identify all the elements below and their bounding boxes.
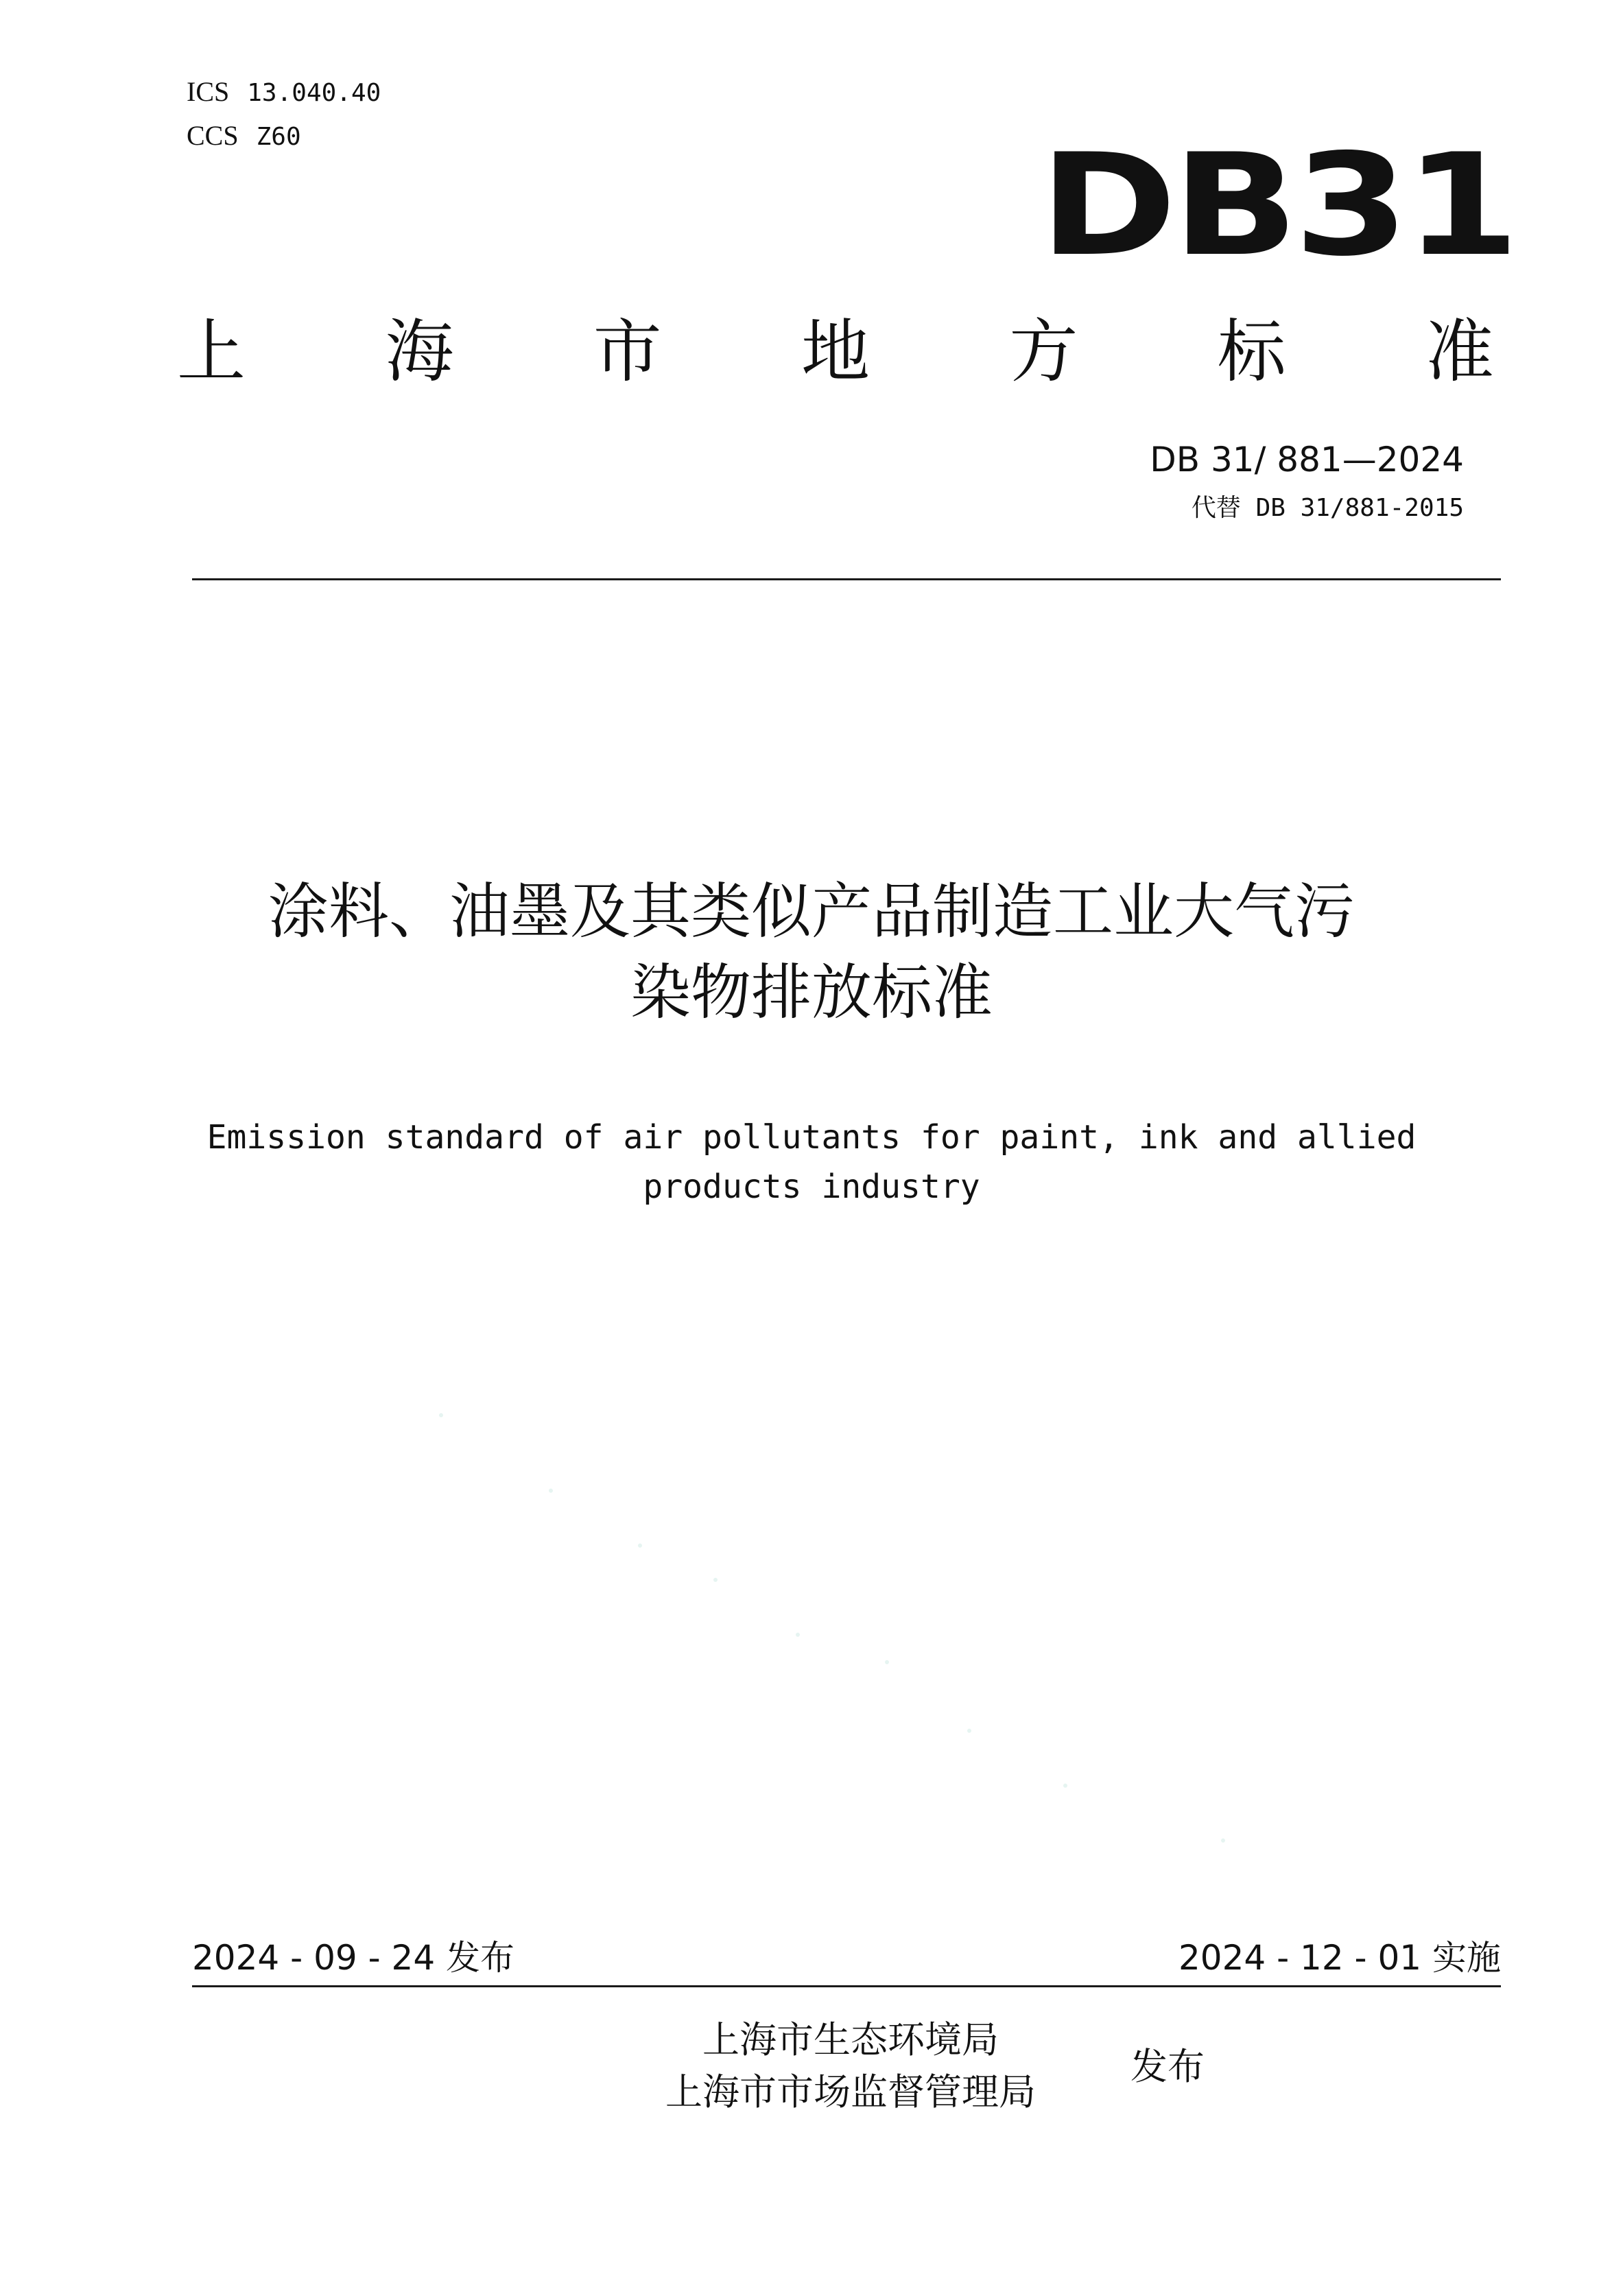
effective-date: 2024 - 12 - 01 实施 (1178, 1938, 1501, 1978)
issue-verb: 发布 (1130, 2045, 1205, 2088)
standard-type-heading (177, 307, 1494, 397)
issuing-authorities (604, 2014, 1098, 2118)
title-chinese-line: 染物排放标准 (630, 957, 993, 1028)
header-divider (192, 578, 1501, 580)
title-english-line: products industry (643, 1168, 980, 1206)
replaces-standard: 代替 DB 31/881-2015 (1191, 494, 1464, 522)
issuer-name: 上海市市场监督管理局 (665, 2070, 1036, 2114)
standard-type-char: 海 (385, 311, 454, 392)
standard-number: DB 31/ 881—2024 (1150, 440, 1464, 480)
standard-type-char: 方 (1009, 311, 1078, 392)
ics-label: ICS (187, 76, 230, 107)
ccs-code: Z60 (256, 123, 301, 151)
title-english (137, 1113, 1486, 1211)
title-chinese-line: 涂料、油墨及其类似产品制造工业大气污 (268, 876, 1355, 947)
db31-logo: DB31 (1039, 124, 1515, 287)
ics-code: 13.040.40 (247, 79, 381, 107)
standard-type-char: 标 (1217, 311, 1286, 392)
standard-type-char: 市 (593, 311, 662, 392)
ccs-label: CCS (187, 120, 239, 151)
issuer-name: 上海市生态环境局 (702, 2018, 999, 2061)
title-chinese (137, 871, 1486, 1033)
standard-type-char: 准 (1425, 311, 1494, 392)
footer-divider (192, 1985, 1501, 1987)
ics-line (187, 75, 381, 110)
title-english-line: Emission standard of air pollutants for paint, ink and allied (206, 1118, 1417, 1157)
standard-type-char: 上 (177, 311, 246, 392)
standard-type-char: 地 (801, 311, 870, 392)
ccs-line (187, 119, 301, 154)
issue-date: 2024 - 09 - 24 发布 (192, 1938, 515, 1978)
